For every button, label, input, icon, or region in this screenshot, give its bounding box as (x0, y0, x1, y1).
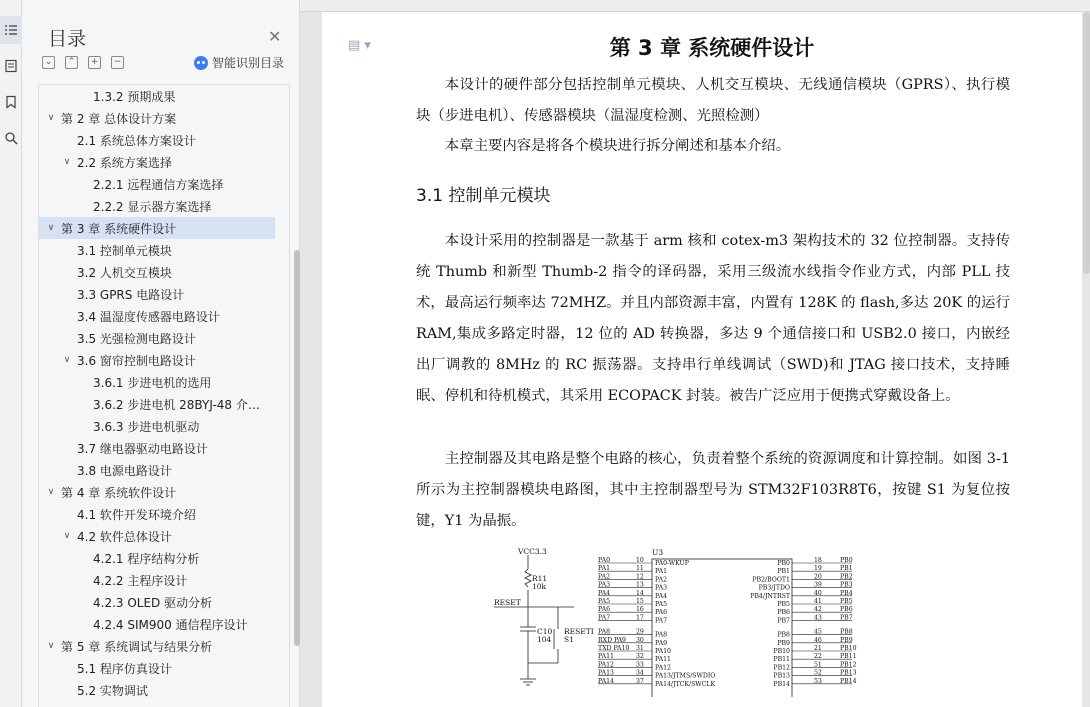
toc-item[interactable] (39, 173, 275, 195)
toc-item-label: 第 2 章 总体设计方案 (61, 111, 177, 126)
toc-item[interactable] (39, 393, 275, 415)
sidebar-rail (0, 0, 22, 707)
toc-item[interactable] (39, 437, 275, 459)
toc-item-label: 3.6.1 步进电机的选用 (93, 375, 212, 390)
pin-number: 14 (636, 589, 644, 597)
body-paragraph-1: 本设计采用的控制器是一款基于 arm 核和 cotex-m3 架构技术的 32 位控制器。支持传统 Thumb 和新型 Thumb-2 指令的译码器，采用三级流水线指令作业方式，内部 PLL 技术，最高运行频率达 72MHZ。并且内部资源丰富，内置有 128K 的 flash,多达 20K 的运行 RAM,集成多路定时器，12 位的 AD 转换器，多达 9 个通信接口和 USB2.0 接口，内嵌经出厂调教的 8MHz 的 RC 振荡器。支持串行单线调试（SWD)和 JTAG 接口技术，支持睡眠、停机和待机模式，其采用 ECOPACK 封装。被告广泛应用于便携式穿戴设备上。 (416, 233, 1010, 404)
pin-number: 10 (636, 557, 644, 564)
toc-item-label: 3.7 继电器驱动电路设计 (77, 441, 208, 456)
toc-item-label: 3.6.3 步进电机驱动 (93, 419, 200, 434)
pin-name: PB1 (777, 568, 790, 576)
pin-number: 37 (636, 677, 644, 685)
pin-number: 29 (636, 628, 644, 636)
pin-net-label: PA8 (598, 628, 610, 636)
pin-number: 39 (814, 581, 822, 589)
pin-net-label: PA2 (598, 573, 610, 581)
pin-net-label: PB11 (840, 653, 857, 661)
robot-icon (194, 56, 208, 70)
toc-item-label: 3.5 光强检测电路设计 (77, 331, 196, 346)
page-icon[interactable]: ▤ ▾ (348, 38, 371, 53)
pin-name: PB9 (777, 639, 790, 647)
toc-item[interactable] (39, 151, 275, 173)
toc-item-label: 5.1 程序仿真设计 (77, 661, 172, 676)
body-paragraph-2: 主控制器及其电路是整个电路的核心，负责着整个系统的资源调度和计算控制。如图 3-1 所示为主控制器模块电路图，其中主控制器型号为 STM32F103R8T6，按键 S1 为复位按键，Y1 为晶振。 (416, 451, 1010, 529)
toc-item[interactable] (39, 85, 275, 107)
pin-name: PB12 (773, 664, 790, 672)
pin-name: PA9 (655, 639, 667, 647)
pin-number: 41 (814, 598, 822, 605)
toc-item-label: 4.2 软件总体设计 (77, 529, 172, 544)
toc-item[interactable] (39, 591, 275, 613)
pin-number: 53 (814, 677, 822, 685)
pin-number: 33 (636, 661, 644, 669)
pin-name: PB8 (777, 631, 790, 639)
toc-item-label: 3.8 电源电路设计 (77, 463, 172, 478)
pin-number: 12 (636, 573, 644, 581)
chapter-title: 第 3 章 系统硬件设计 (609, 36, 815, 60)
chevron-down-icon[interactable]: ∨ (47, 223, 55, 233)
chevron-down-icon[interactable]: ⌄ (42, 56, 55, 69)
section-title: 3.1 控制单元模块 (416, 186, 551, 206)
chevron-down-icon[interactable]: ∨ (63, 531, 71, 541)
capacitor-value: 104 (537, 635, 552, 644)
pin-number: 51 (814, 661, 822, 669)
find-icon[interactable] (0, 124, 22, 152)
toc-item[interactable] (39, 261, 275, 283)
pin-number: 17 (636, 614, 644, 622)
toc-item[interactable] (39, 371, 275, 393)
toc-item-label: 1.3.2 预期成果 (93, 89, 176, 104)
toc-item-label: 3.6 窗帘控制电路设计 (77, 353, 196, 368)
intro-paragraph-2: 本章主要内容是将各个模块进行拆分阐述和基本介绍。 (444, 138, 791, 154)
pin-number: 43 (814, 614, 822, 622)
toc-item-label: 2.1 系统总体方案设计 (77, 133, 196, 148)
toc-item-label: 2.2.1 远程通信方案选择 (93, 177, 224, 192)
toc-item-label: 4.1 软件开发环境介绍 (77, 507, 196, 522)
toc-item-label: 4.2.4 SIM900 通信程序设计 (93, 617, 248, 632)
toc-item[interactable] (39, 503, 275, 525)
pin-number: 15 (636, 598, 644, 605)
pin-net-label: PA14 (598, 677, 614, 685)
pin-number: 42 (814, 606, 822, 614)
smart-toc-button[interactable] (194, 54, 284, 71)
toc-item[interactable] (39, 613, 275, 635)
toc-list (38, 84, 290, 707)
pin-number: 46 (814, 636, 822, 644)
toc-item-label: 4.2.3 OLED 驱动分析 (93, 595, 213, 610)
document-scrollbar[interactable] (1083, 12, 1090, 274)
toc-item-label: 4.2.2 主程序设计 (93, 573, 188, 588)
plus-icon[interactable]: + (88, 56, 101, 69)
pin-name: PB7 (777, 617, 790, 625)
pin-net-label: PA5 (598, 598, 610, 605)
pin-name: PA10 (655, 648, 671, 655)
pin-name: PA13/JTMS/SWDIO (655, 672, 716, 680)
bookmark-list-icon[interactable] (0, 52, 22, 80)
pin-name: PA4 (655, 592, 667, 600)
pin-number: 22 (814, 653, 822, 661)
pin-net-label: PB6 (840, 606, 853, 614)
toc-item[interactable] (39, 283, 275, 305)
pin-net-label: PB1 (840, 565, 853, 573)
pin-number: 16 (636, 606, 644, 614)
pin-net-label: PB13 (840, 669, 857, 677)
toc-item-label: 2.2 系统方案选择 (77, 155, 172, 170)
pin-name: PB4/JNTRST (750, 592, 790, 600)
pin-net-label: TXD PA10 (598, 645, 630, 652)
pin-net-label: PB0 (840, 557, 853, 564)
pin-number: 13 (636, 581, 644, 589)
bookmark-icon[interactable] (0, 88, 22, 116)
pin-name: PA11 (655, 656, 671, 664)
toc-item-label: 5.2 实物调试 (77, 683, 148, 698)
pin-name: PB2/BOOT1 (752, 576, 790, 584)
pin-number: 34 (636, 669, 644, 677)
pin-net-label: PA12 (598, 661, 614, 669)
pin-name: PB14 (773, 680, 790, 688)
pin-name: PA6 (655, 609, 667, 617)
pin-net-label: PA13 (598, 669, 614, 677)
chevron-down-icon[interactable]: ∨ (63, 355, 71, 365)
intro-paragraph-1: 本设计的硬件部分包括控制单元模块、人机交互模块、无线通信模块（GPRS）、执行模块（步进电机）、传感器模块（温湿度检测、光照检测） (416, 77, 1010, 124)
toc-item[interactable] (39, 657, 275, 679)
pin-number: 30 (636, 636, 644, 644)
toc-item[interactable] (39, 349, 275, 371)
pin-net-label: PA4 (598, 589, 610, 597)
pin-net-label: RXD PA9 (598, 636, 626, 644)
toc-item-label: 3.4 温湿度传感器电路设计 (77, 309, 220, 324)
pin-net-label: PB3 (840, 581, 853, 589)
pin-net-label: PB5 (840, 598, 853, 605)
circuit-schematic (494, 545, 948, 697)
pin-number: 21 (814, 645, 822, 652)
pin-name: PB0 (777, 560, 790, 567)
capacitor-label: C10 (537, 627, 553, 636)
toc-item[interactable] (39, 195, 275, 217)
pin-name: PB10 (773, 648, 790, 655)
switch-ref: S1 (564, 635, 574, 644)
pin-net-label: PA11 (598, 653, 614, 661)
pin-name: PA1 (655, 568, 667, 576)
toc-item-label: 4.2.1 程序结构分析 (93, 551, 200, 566)
pin-net-label: PA1 (598, 565, 610, 573)
resistor-label: R11 (532, 574, 548, 583)
pin-net-label: PA3 (598, 581, 610, 589)
pin-number: 32 (636, 653, 644, 661)
resistor-value: 10k (532, 582, 547, 591)
pin-name: PB13 (773, 672, 790, 680)
pin-number: 31 (636, 645, 644, 652)
pin-name: PA5 (655, 601, 667, 608)
pin-net-label: PB2 (840, 573, 853, 581)
reset-net-label: RESET (494, 598, 521, 607)
toc-item[interactable] (39, 129, 275, 151)
pin-name: PA8 (655, 631, 667, 639)
pin-name: PB11 (773, 656, 790, 664)
toc-title: 目录 (48, 28, 87, 50)
pin-number: 45 (814, 628, 822, 636)
schematic-svg (494, 545, 948, 697)
chevron-down-icon[interactable]: ∨ (47, 113, 55, 123)
pin-name: PA12 (655, 664, 671, 672)
pin-name: PA3 (655, 584, 667, 592)
toc-item[interactable] (39, 239, 275, 261)
ruler (300, 0, 1090, 12)
toc-item[interactable] (39, 679, 275, 701)
pin-net-label: PA0 (598, 557, 610, 564)
toc-item-label: 2.2.2 显示器方案选择 (93, 199, 212, 214)
toc-item[interactable] (39, 481, 275, 503)
toc-icon[interactable] (0, 16, 22, 44)
pin-net-label: PB7 (840, 614, 853, 622)
pin-number: 18 (814, 557, 822, 564)
toc-item-label: 第 5 章 系统调试与结果分析 (61, 639, 213, 654)
pin-net-label: PA7 (598, 614, 610, 622)
pin-net-label: PB4 (840, 589, 853, 597)
toc-item-label: 第 3 章 系统硬件设计 (61, 221, 177, 236)
toc-item[interactable] (39, 305, 275, 327)
switch-label: RESETI (564, 627, 594, 636)
pin-name: PA2 (655, 576, 667, 584)
chevron-down-icon[interactable]: ∨ (47, 641, 55, 651)
pin-number: 20 (814, 573, 822, 581)
chip-label: U3 (652, 548, 664, 557)
pin-name: PB5 (777, 601, 790, 608)
toc-item-label: 3.1 控制单元模块 (77, 243, 172, 258)
toc-item[interactable] (39, 107, 275, 129)
pin-name: PA14/JTCK/SWCLK (655, 680, 716, 688)
toc-item[interactable] (39, 569, 275, 591)
vcc-label: VCC3.3 (518, 547, 547, 556)
chevron-down-icon[interactable]: ∨ (63, 157, 71, 167)
pin-name: PB6 (777, 609, 790, 617)
chevron-up-icon[interactable]: ⌃ (65, 56, 78, 69)
pin-number: 11 (636, 565, 644, 573)
close-icon[interactable]: ✕ (268, 27, 282, 46)
pin-net-label: PB14 (840, 677, 857, 685)
toc-toolbar (42, 56, 124, 72)
toc-item-label: 第 4 章 系统软件设计 (61, 485, 177, 500)
toc-item[interactable] (39, 635, 275, 657)
pin-net-label: PB9 (840, 636, 853, 644)
pin-net-label: PB12 (840, 661, 857, 669)
pin-number: 40 (814, 589, 822, 597)
pin-name: PB3/JTDO (758, 584, 790, 592)
pin-name: PA7 (655, 617, 667, 625)
pin-net-label: PA6 (598, 606, 610, 614)
toc-item-label: 3.3 GPRS 电路设计 (77, 287, 185, 302)
toc-item[interactable] (39, 415, 275, 437)
toc-item[interactable] (39, 217, 275, 239)
toc-item-label: 3.2 人机交互模块 (77, 265, 172, 280)
smart-toc-label: 智能识别目录 (212, 56, 285, 70)
toc-item[interactable] (39, 525, 275, 547)
toc-item[interactable] (39, 459, 275, 481)
chevron-down-icon[interactable]: ∨ (47, 487, 55, 497)
toc-panel (22, 0, 300, 707)
pin-number: 52 (814, 669, 822, 677)
pin-net-label: PB10 (840, 645, 857, 652)
pin-number: 19 (814, 565, 822, 573)
toc-item-label: 3.6.2 步进电机 28BYJ-48 介… (93, 397, 260, 412)
pin-net-label: PB8 (840, 628, 853, 636)
pin-name: PA0-WKUP (655, 560, 689, 567)
toc-item[interactable] (39, 327, 275, 349)
toc-item[interactable] (39, 547, 275, 569)
minus-icon[interactable]: − (111, 56, 124, 69)
